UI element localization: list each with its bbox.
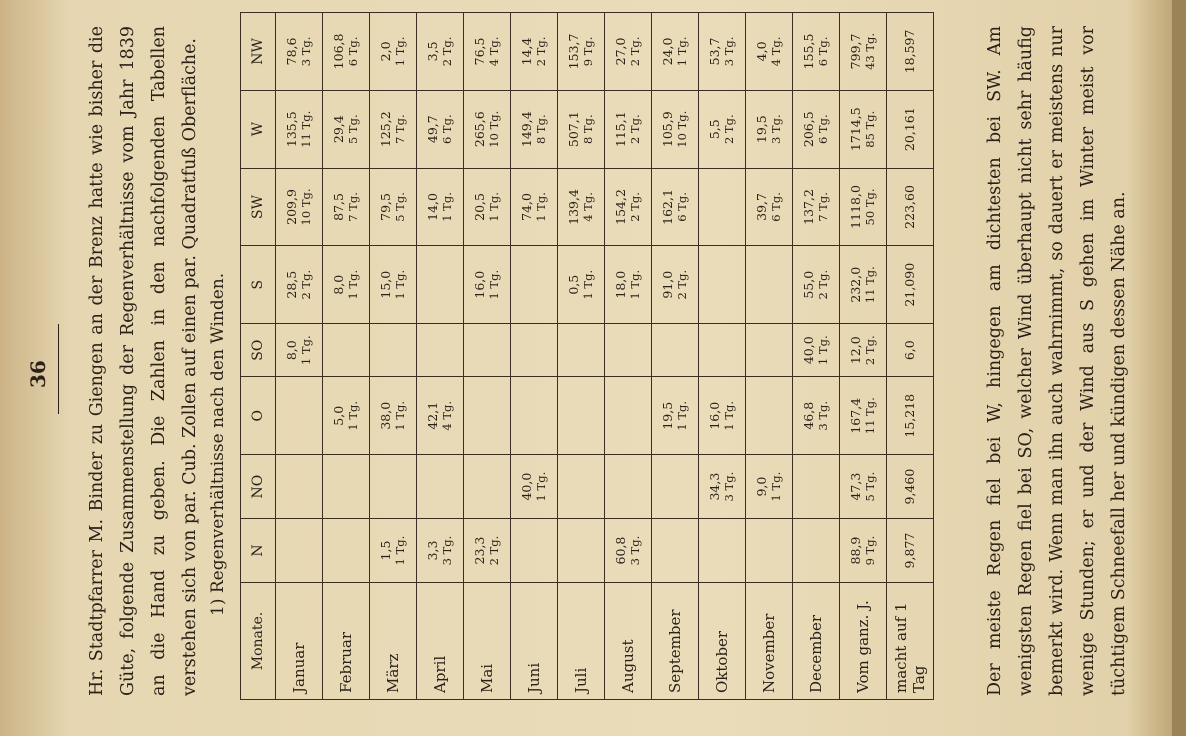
rain-days: 2 Tg. <box>440 36 454 67</box>
rain-value-cell <box>558 377 605 455</box>
rain-amount: 34,3 <box>707 472 722 501</box>
rain-value-cell <box>464 90 511 168</box>
rain-days: 6 Tg. <box>346 36 360 67</box>
rain-days: 5 Tg. <box>863 471 877 502</box>
rain-amount: 125,2 <box>378 111 393 148</box>
rain-days: 11 Tg. <box>863 397 877 435</box>
rain-days: 10 Tg. <box>299 188 313 226</box>
rain-value-cell <box>558 246 605 324</box>
rain-days: 2 Tg. <box>863 335 877 366</box>
rain-value-cell <box>323 455 370 519</box>
rain-days: 9 Tg. <box>863 535 877 566</box>
rain-days: 1 Tg. <box>393 535 407 566</box>
rain-days: 2 Tg. <box>299 269 313 300</box>
rain-amount: 162,1 <box>660 189 675 225</box>
rain-value-cell <box>699 455 746 519</box>
rain-value-cell <box>511 246 558 324</box>
rain-days: 1 Tg. <box>487 269 501 300</box>
rain-amount: 40,0 <box>801 336 816 365</box>
rain-amount: 167,4 <box>848 397 863 434</box>
rain-days: 9 Tg. <box>581 36 595 67</box>
rain-value-cell <box>652 90 699 168</box>
column-header-wind: SO <box>241 324 276 377</box>
rain-value-cell <box>464 455 511 519</box>
month-cell: März <box>370 583 417 700</box>
rain-amount: 232,0 <box>848 266 863 303</box>
rain-value-cell <box>605 324 652 377</box>
rain-amount: 153,7 <box>566 33 581 70</box>
rain-amount: 149,4 <box>519 111 534 148</box>
rain-value-cell <box>417 246 464 324</box>
rain-value-cell <box>699 377 746 455</box>
rain-value-cell <box>323 90 370 168</box>
rain-value-cell <box>417 324 464 377</box>
rain-value-cell <box>511 377 558 455</box>
rain-amount: 46,8 <box>801 401 816 430</box>
rain-days: 1 Tg. <box>487 192 501 222</box>
rain-value-cell <box>746 246 793 324</box>
rain-value-cell <box>605 455 652 519</box>
rain-value-cell <box>699 90 746 168</box>
table-row <box>323 13 370 700</box>
rain-value-cell <box>746 13 793 91</box>
rain-amount: 19,5 <box>754 115 769 144</box>
rain-value-cell <box>511 13 558 91</box>
rain-value-cell <box>558 168 605 246</box>
rain-days: 2 Tg. <box>534 36 548 67</box>
rain-days: 1 Tg. <box>534 192 548 222</box>
rain-value-cell <box>652 168 699 246</box>
rain-days: 11 Tg. <box>863 266 877 304</box>
table-row <box>511 13 558 700</box>
rain-amount: 23,3 <box>472 536 487 565</box>
rain-days: 1 Tg. <box>346 269 360 300</box>
table-row <box>417 13 464 700</box>
rain-value-cell <box>652 246 699 324</box>
rain-amount: 137,2 <box>801 189 816 225</box>
rain-days: 50 Tg. <box>863 188 877 226</box>
rain-value-cell <box>793 90 840 168</box>
rain-days: 5 Tg. <box>393 192 407 222</box>
rain-value-cell <box>276 168 323 246</box>
month-cell: Februar <box>323 583 370 700</box>
rain-value-cell <box>840 90 887 168</box>
rain-value-cell <box>840 324 887 377</box>
rain-value-cell <box>793 324 840 377</box>
rain-value-cell <box>323 377 370 455</box>
rain-days: 1 Tg. <box>346 400 360 431</box>
rain-days: 3 Tg. <box>722 471 736 502</box>
rain-amount: 18,597 <box>902 29 917 74</box>
rain-value-cell <box>793 455 840 519</box>
rain-value-cell <box>840 519 887 583</box>
rain-days: 1 Tg. <box>722 400 736 431</box>
rain-value-cell <box>605 90 652 168</box>
rain-amount: 154,2 <box>613 189 628 225</box>
table-row <box>276 13 323 700</box>
rain-value-cell <box>511 519 558 583</box>
table-row <box>746 13 793 700</box>
rain-days: 1 Tg. <box>628 269 642 300</box>
rain-value-cell <box>652 324 699 377</box>
table-row <box>605 13 652 700</box>
rain-value-cell <box>746 519 793 583</box>
rain-amount: 2,0 <box>378 41 393 62</box>
rain-amount: 3,5 <box>425 41 440 62</box>
rain-amount: 79,5 <box>378 193 393 221</box>
rain-days: 2 Tg. <box>675 269 689 300</box>
rain-value-cell <box>699 168 746 246</box>
rain-amount: 1118,0 <box>848 185 863 229</box>
column-header-wind: NO <box>241 455 276 519</box>
rain-amount: 15,218 <box>902 393 917 438</box>
rain-value-cell <box>370 377 417 455</box>
rain-value-cell <box>652 13 699 91</box>
rain-amount: 135,5 <box>284 111 299 148</box>
rain-value-cell <box>605 377 652 455</box>
rain-value-cell <box>417 519 464 583</box>
rain-value-cell <box>511 168 558 246</box>
table-heading: 1) Regenverhältnisse nach den Winden. <box>208 272 228 616</box>
rain-value-cell <box>323 519 370 583</box>
rain-days: 3 Tg. <box>628 535 642 566</box>
rain-value-cell <box>276 519 323 583</box>
rain-value-cell <box>887 377 934 455</box>
rain-value-cell <box>276 324 323 377</box>
rain-days: 11 Tg. <box>299 110 313 148</box>
rain-amount: 12,0 <box>848 336 863 365</box>
rain-days: 1 Tg. <box>675 400 689 431</box>
table-row <box>464 13 511 700</box>
rain-days: 1 Tg. <box>299 335 313 366</box>
month-cell: Juni <box>511 583 558 700</box>
rain-amount: 15,0 <box>378 270 393 299</box>
rain-days: 1 Tg. <box>816 335 830 366</box>
column-header-wind: NW <box>241 13 276 91</box>
rain-amount: 16,0 <box>472 270 487 299</box>
rain-amount: 105,9 <box>660 111 675 148</box>
rain-amount: 78,6 <box>284 37 299 66</box>
rain-amount: 209,9 <box>284 189 299 225</box>
rain-amount: 1714,5 <box>848 107 863 152</box>
rain-amount: 16,0 <box>707 401 722 430</box>
rain-value-cell <box>464 377 511 455</box>
rain-value-cell <box>464 168 511 246</box>
rain-value-cell <box>793 377 840 455</box>
rain-value-cell <box>511 90 558 168</box>
rain-days: 7 Tg. <box>346 192 360 222</box>
rain-value-cell <box>746 90 793 168</box>
month-cell: Oktober <box>699 583 746 700</box>
rain-days: 3 Tg. <box>299 36 313 67</box>
rain-days: 4 Tg. <box>581 192 595 222</box>
rain-days: 7 Tg. <box>816 192 830 222</box>
rain-amount: 6,0 <box>902 340 917 361</box>
rain-value-cell <box>887 324 934 377</box>
rain-days: 1 Tg. <box>534 471 548 502</box>
month-cell: September <box>652 583 699 700</box>
rain-days: 3 Tg. <box>440 535 454 566</box>
rain-amount: 9,460 <box>902 468 917 505</box>
rain-days: 2 Tg. <box>628 192 642 222</box>
rain-days: 6 Tg. <box>816 36 830 67</box>
rain-value-cell <box>417 90 464 168</box>
rain-value-cell <box>699 324 746 377</box>
rain-value-cell <box>511 455 558 519</box>
rain-value-cell <box>276 13 323 91</box>
rain-value-cell <box>887 168 934 246</box>
rain-value-cell <box>793 246 840 324</box>
page-number: 36 <box>26 360 50 388</box>
rain-days: 1 Tg. <box>581 269 595 300</box>
rain-days: 8 Tg. <box>534 114 548 145</box>
rain-value-cell <box>699 246 746 324</box>
rain-value-cell <box>746 324 793 377</box>
rain-value-cell <box>840 377 887 455</box>
month-cell: Vom ganz. J. <box>840 583 887 700</box>
rain-amount: 76,5 <box>472 37 487 66</box>
rain-amount: 9,0 <box>754 476 769 497</box>
column-header-wind: W <box>241 90 276 168</box>
month-cell: November <box>746 583 793 700</box>
column-header-month: Monate. <box>241 583 276 700</box>
rain-value-cell <box>605 168 652 246</box>
rain-amount: 3,3 <box>425 540 440 561</box>
rain-value-cell <box>887 246 934 324</box>
rain-amount: 91,0 <box>660 270 675 299</box>
rain-days: 6 Tg. <box>816 114 830 145</box>
table-row <box>558 13 605 700</box>
rain-days: 4 Tg. <box>487 36 501 67</box>
rain-value-cell <box>887 13 934 91</box>
rain-value-cell <box>605 13 652 91</box>
rain-amount: 223,60 <box>902 185 917 229</box>
rain-amount: 139,4 <box>566 189 581 225</box>
rain-amount: 18,0 <box>613 270 628 299</box>
rain-amount: 115,1 <box>613 111 628 148</box>
rain-value-cell <box>699 519 746 583</box>
rain-amount: 39,7 <box>754 193 769 221</box>
rain-amount: 799,7 <box>848 33 863 70</box>
rain-days: 2 Tg. <box>628 36 642 67</box>
rain-by-wind-table <box>240 12 934 700</box>
rain-amount: 27,0 <box>613 37 628 66</box>
month-cell: macht auf 1 Tag <box>887 583 934 700</box>
rain-amount: 5,5 <box>707 119 722 140</box>
rain-value-cell <box>417 13 464 91</box>
rain-value-cell <box>558 13 605 91</box>
rain-value-cell <box>793 13 840 91</box>
rain-value-cell <box>276 90 323 168</box>
rain-value-cell <box>464 324 511 377</box>
column-header-wind: O <box>241 377 276 455</box>
rain-amount: 106,8 <box>331 33 346 70</box>
rain-value-cell <box>652 519 699 583</box>
month-cell: August <box>605 583 652 700</box>
rain-amount: 24,0 <box>660 37 675 66</box>
rain-value-cell <box>370 324 417 377</box>
rain-days: 5 Tg. <box>346 114 360 145</box>
rain-value-cell <box>370 246 417 324</box>
rain-value-cell <box>464 519 511 583</box>
rain-value-cell <box>605 519 652 583</box>
column-header-wind: SW <box>241 168 276 246</box>
rain-value-cell <box>417 377 464 455</box>
rain-amount: 14,4 <box>519 37 534 66</box>
rain-value-cell <box>464 13 511 91</box>
rain-days: 4 Tg. <box>769 36 783 67</box>
table-row <box>840 13 887 700</box>
rain-value-cell <box>558 324 605 377</box>
rain-amount: 42,1 <box>425 401 440 430</box>
rain-value-cell <box>652 377 699 455</box>
rain-days: 2 Tg. <box>816 269 830 300</box>
rain-amount: 8,0 <box>331 274 346 295</box>
rain-days: 4 Tg. <box>440 400 454 431</box>
rain-amount: 0,5 <box>566 274 581 295</box>
rain-days: 6 Tg. <box>440 114 454 145</box>
rain-value-cell <box>746 377 793 455</box>
rain-amount: 74,0 <box>519 193 534 221</box>
rain-value-cell <box>323 324 370 377</box>
rain-amount: 47,3 <box>848 472 863 501</box>
rain-amount: 206,5 <box>801 111 816 148</box>
rain-days: 43 Tg. <box>863 32 877 70</box>
rain-value-cell <box>417 168 464 246</box>
rain-days: 7 Tg. <box>393 114 407 145</box>
rain-value-cell <box>323 168 370 246</box>
rain-value-cell <box>840 168 887 246</box>
table-row <box>652 13 699 700</box>
rain-amount: 4,0 <box>754 41 769 62</box>
rain-days: 1 Tg. <box>393 36 407 67</box>
rain-value-cell <box>558 519 605 583</box>
rain-value-cell <box>370 455 417 519</box>
rain-days: 1 Tg. <box>393 400 407 431</box>
column-header-wind: N <box>241 519 276 583</box>
rain-amount: 8,0 <box>284 340 299 361</box>
rain-value-cell <box>323 13 370 91</box>
rain-days: 2 Tg. <box>628 114 642 145</box>
rain-value-cell <box>511 324 558 377</box>
table-row <box>370 13 417 700</box>
rain-value-cell <box>746 455 793 519</box>
rain-amount: 5,0 <box>331 405 346 426</box>
rain-days: 3 Tg. <box>722 36 736 67</box>
rain-value-cell <box>652 455 699 519</box>
rain-days: 3 Tg. <box>769 114 783 145</box>
rain-value-cell <box>558 455 605 519</box>
rain-value-cell <box>840 455 887 519</box>
page-number-rule <box>58 324 59 414</box>
rain-value-cell <box>605 246 652 324</box>
rain-days: 1 Tg. <box>393 269 407 300</box>
rain-amount: 49,7 <box>425 115 440 144</box>
rain-amount: 507,1 <box>566 111 581 148</box>
rain-days: 2 Tg. <box>487 535 501 566</box>
rain-value-cell <box>276 377 323 455</box>
rain-value-cell <box>370 13 417 91</box>
rain-amount: 88,9 <box>848 536 863 565</box>
intro-paragraph: Hr. Stadtpfarrer M. Binder zu Giengen an der Brenz hatte wie bisher die Güte, folgende Zusammenstellung der Regenverhältnisse vom Jahr 1839 an die Hand zu geben. Die Zahlen in den nachfolgenden Tabellen verstehen sich von par. Cub. Zollen auf einen par. Quadratfuß Oberfläche. <box>87 26 200 696</box>
rain-amount: 265,6 <box>472 111 487 148</box>
conclusion-paragraph: Der meiste Regen fiel bei W, hingegen am dichtesten bei SW. Am wenigsten Regen fiel bei SO, welcher Wind überhaupt nicht sehr häufig bemerkt wird. Wenn man ihn auch wahrnimmt, so dauert er meistens nur wenige Stunden; er und der Wind aus S gehen im Winter meist vor tüchtigem Schneefall her und kündigen dessen Nähe an. <box>985 26 1129 696</box>
rain-days: 6 Tg. <box>769 192 783 222</box>
table-row <box>887 13 934 700</box>
rain-amount: 21,090 <box>902 262 917 307</box>
rain-value-cell <box>840 246 887 324</box>
rain-days: 3 Tg. <box>816 400 830 431</box>
column-header-wind: S <box>241 246 276 324</box>
rain-amount: 20,161 <box>902 107 917 152</box>
rain-amount: 38,0 <box>378 401 393 430</box>
month-cell: Januar <box>276 583 323 700</box>
rain-value-cell <box>793 519 840 583</box>
rain-days: 10 Tg. <box>487 110 501 148</box>
rain-value-cell <box>417 455 464 519</box>
rain-value-cell <box>840 13 887 91</box>
month-cell: December <box>793 583 840 700</box>
rain-value-cell <box>887 519 934 583</box>
month-cell: April <box>417 583 464 700</box>
rain-value-cell <box>464 246 511 324</box>
month-cell: Juli <box>558 583 605 700</box>
rain-days: 8 Tg. <box>581 114 595 145</box>
rain-amount: 55,0 <box>801 270 816 299</box>
month-cell: Mai <box>464 583 511 700</box>
rain-amount: 40,0 <box>519 472 534 501</box>
rain-value-cell <box>276 246 323 324</box>
rain-value-cell <box>887 455 934 519</box>
rain-value-cell <box>370 90 417 168</box>
rain-value-cell <box>887 90 934 168</box>
rain-days: 1 Tg. <box>675 36 689 67</box>
rain-days: 10 Tg. <box>675 110 689 148</box>
rain-amount: 28,5 <box>284 270 299 299</box>
rain-value-cell <box>746 168 793 246</box>
rain-value-cell <box>699 13 746 91</box>
rain-days: 85 Tg. <box>863 110 877 148</box>
rain-value-cell <box>370 519 417 583</box>
table-row <box>699 13 746 700</box>
rain-days: 1 Tg. <box>440 192 454 222</box>
rain-value-cell <box>323 246 370 324</box>
rain-amount: 20,5 <box>472 193 487 221</box>
rain-days: 2 Tg. <box>722 114 736 145</box>
rain-amount: 87,5 <box>331 193 346 221</box>
rain-days: 1 Tg. <box>769 471 783 502</box>
rain-value-cell <box>370 168 417 246</box>
table-header-row <box>241 13 276 700</box>
rain-amount: 155,5 <box>801 33 816 70</box>
rain-amount: 29,4 <box>331 115 346 144</box>
rain-value-cell <box>793 168 840 246</box>
rain-amount: 9,877 <box>902 532 917 569</box>
table-row <box>793 13 840 700</box>
rain-amount: 60,8 <box>613 536 628 565</box>
rain-days: 6 Tg. <box>675 192 689 222</box>
rain-value-cell <box>558 90 605 168</box>
rain-amount: 19,5 <box>660 401 675 430</box>
rain-amount: 53,7 <box>707 37 722 66</box>
rain-amount: 1,5 <box>378 540 393 561</box>
rain-value-cell <box>276 455 323 519</box>
rain-amount: 14,0 <box>425 193 440 221</box>
